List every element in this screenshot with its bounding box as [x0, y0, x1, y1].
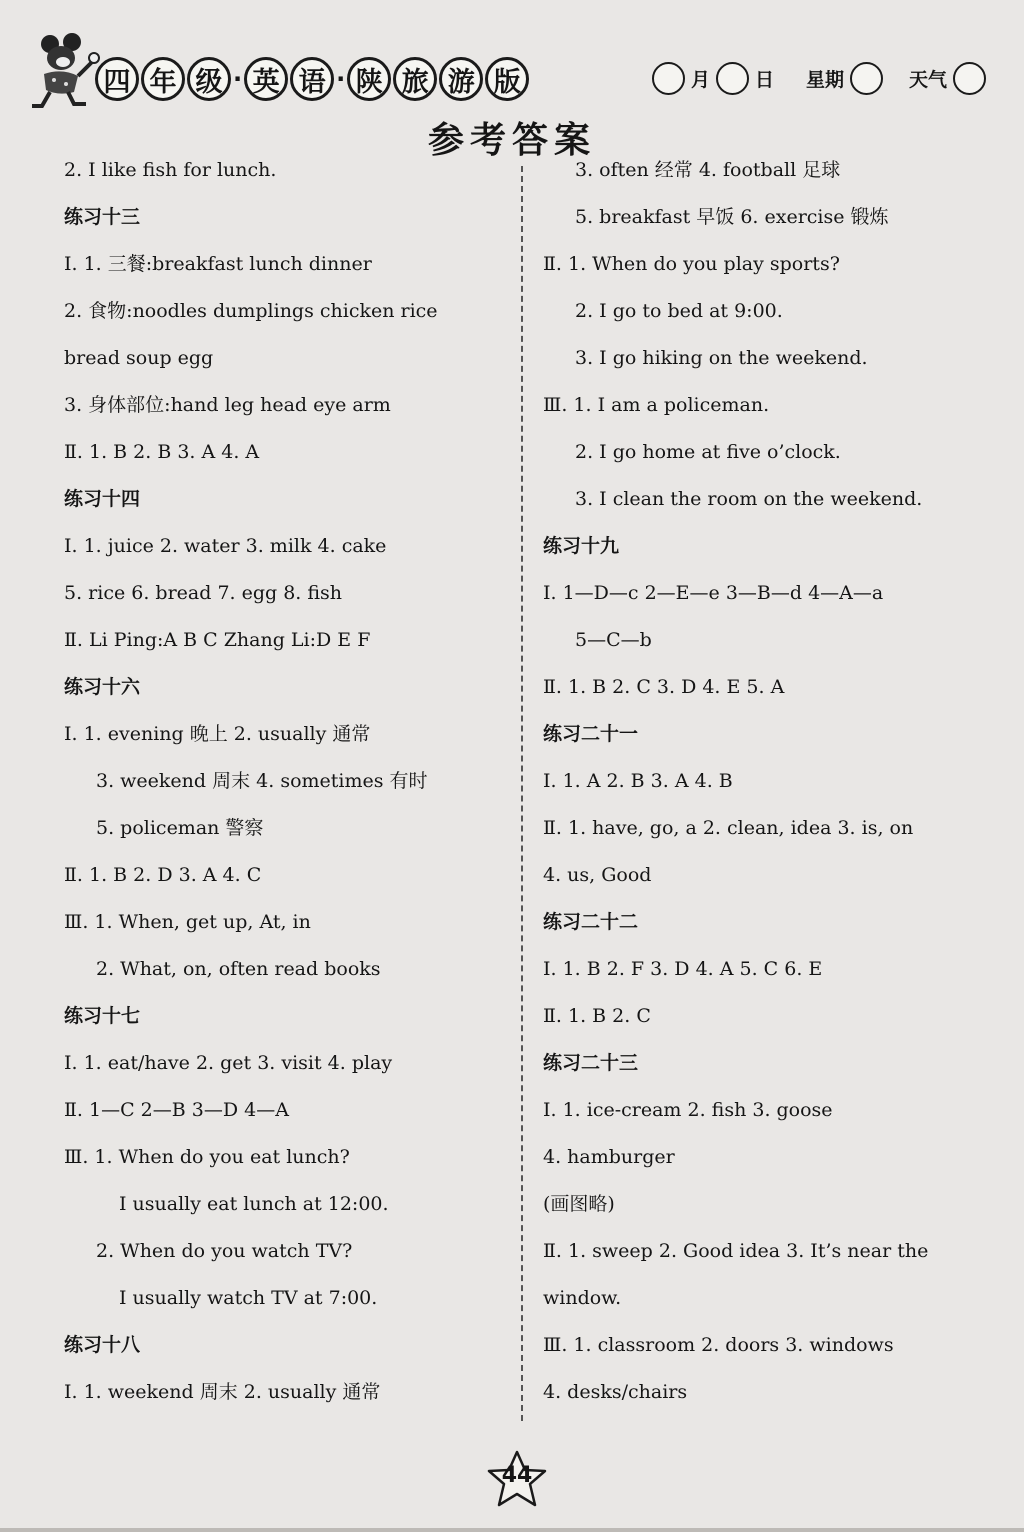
answer-line: Ⅱ. 1. B 2. C: [543, 1005, 651, 1027]
answer-line: Ⅰ. 1. ice-cream 2. fish 3. goose: [543, 1099, 833, 1121]
answer-line: Ⅱ. 1. B 2. C 3. D 4. E 5. A: [543, 676, 785, 698]
section-heading: 练习十三: [64, 206, 141, 228]
title-char: 旅: [393, 57, 437, 101]
title-char: 年: [141, 57, 185, 101]
title-char: 语: [290, 57, 334, 101]
answer-line: 2. 食物:noodles dumplings chicken rice: [64, 300, 438, 322]
answer-line: Ⅲ. 1. When, get up, At, in: [64, 911, 311, 933]
date-weather-row: [652, 62, 986, 95]
answer-line: Ⅰ. 1. weekend 周末 2. usually 通常: [64, 1381, 381, 1403]
section-heading: 练习十九: [543, 535, 620, 557]
month-blank[interactable]: [652, 62, 685, 95]
page-number-badge: [486, 1450, 548, 1508]
answer-line: 3. 身体部位:hand leg head eye arm: [64, 394, 391, 416]
answer-line: Ⅲ. 1. I am a policeman.: [543, 394, 770, 416]
weather-label: 天气: [909, 69, 948, 91]
answer-line: Ⅱ. 1. B 2. B 3. A 4. A: [64, 441, 260, 463]
title-char: 英: [244, 57, 288, 101]
weekday-blank[interactable]: [850, 62, 883, 95]
answer-line: 4. desks/chairs: [543, 1381, 688, 1403]
title-char: 级: [187, 57, 231, 101]
month-label: 月: [691, 69, 711, 91]
section-heading: 练习十八: [64, 1334, 141, 1356]
day-label: 日: [755, 69, 775, 91]
answer-line: I usually eat lunch at 12:00.: [119, 1193, 389, 1215]
answer-line: Ⅱ. 1. have, go, a 2. clean, idea 3. is, on: [543, 817, 914, 839]
answer-line: Ⅰ. 1. juice 2. water 3. milk 4. cake: [64, 535, 387, 557]
page-bottom-edge: [0, 1528, 1024, 1532]
answer-line: Ⅰ. 1—D—c 2—E—e 3—B—d 4—A—a: [543, 582, 884, 604]
answer-line: Ⅰ. 1. A 2. B 3. A 4. B: [543, 770, 733, 792]
section-heading: 练习十四: [64, 488, 141, 510]
answer-line: 3. often 经常 4. football 足球: [575, 159, 841, 181]
section-heading: 练习十七: [64, 1005, 141, 1027]
answer-line: Ⅱ. 1. B 2. D 3. A 4. C: [64, 864, 262, 886]
title-char: 陕: [347, 57, 391, 101]
answer-line: (画图略): [543, 1193, 615, 1215]
bleed-through-text: [0, 0, 1, 1]
answer-line: Ⅰ. 1. B 2. F 3. D 4. A 5. C 6. E: [543, 958, 823, 980]
answer-line: 5. breakfast 早饭 6. exercise 锻炼: [575, 206, 889, 228]
answer-line: Ⅰ. 1. evening 晚上 2. usually 通常: [64, 723, 371, 745]
answer-line: Ⅰ. 1. eat/have 2. get 3. visit 4. play: [64, 1052, 393, 1074]
answer-line: I usually watch TV at 7:00.: [119, 1287, 378, 1309]
answer-line: Ⅱ. 1—C 2—B 3—D 4—A: [64, 1099, 289, 1121]
weather-blank[interactable]: [953, 62, 986, 95]
answer-line: 2. I like fish for lunch.: [64, 159, 277, 181]
answer-line: Ⅰ. 1. 三餐:breakfast lunch dinner: [64, 253, 372, 275]
answer-line: bread soup egg: [64, 347, 214, 369]
weekday-label: 星期: [806, 69, 845, 91]
answer-line: 2. I go home at five o’clock.: [575, 441, 841, 463]
page-title: 参考答案: [427, 120, 596, 161]
title-char: 四: [95, 57, 139, 101]
answer-line: 5. policeman 警察: [96, 817, 264, 839]
title-separator: ·: [233, 65, 243, 93]
section-heading: 练习十六: [64, 676, 141, 698]
answer-line: 2. I go to bed at 9:00.: [575, 300, 783, 322]
answer-line: 3. weekend 周末 4. sometimes 有时: [96, 770, 428, 792]
answer-line: Ⅱ. 1. When do you play sports?: [543, 253, 840, 275]
day-blank[interactable]: [716, 62, 749, 95]
title-separator: ·: [336, 65, 346, 93]
page-number: 44: [501, 1463, 533, 1488]
answer-line: 5. rice 6. bread 7. egg 8. fish: [64, 582, 343, 604]
answer-line: window.: [543, 1287, 622, 1309]
answer-line: Ⅱ. Li Ping:A B C Zhang Li:D E F: [64, 629, 371, 651]
grade-subject-banner: [95, 54, 529, 104]
section-heading: 练习二十二: [543, 911, 639, 933]
answer-line: 3. I clean the room on the weekend.: [575, 488, 923, 510]
column-divider: [521, 166, 523, 1421]
section-heading: 练习二十三: [543, 1052, 639, 1074]
answer-line: 2. When do you watch TV?: [96, 1240, 353, 1262]
answer-line: Ⅲ. 1. When do you eat lunch?: [64, 1146, 350, 1168]
answer-line: 4. hamburger: [543, 1146, 675, 1168]
mascot-illustration: [28, 30, 100, 110]
title-char: 版: [485, 57, 529, 101]
answer-line: Ⅲ. 1. classroom 2. doors 3. windows: [543, 1334, 894, 1356]
answer-line: Ⅱ. 1. sweep 2. Good idea 3. It’s near the: [543, 1240, 929, 1262]
section-heading: 练习二十一: [543, 723, 639, 745]
title-char: 游: [439, 57, 483, 101]
answer-line: 5—C—b: [575, 629, 652, 651]
answer-line: 3. I go hiking on the weekend.: [575, 347, 868, 369]
answer-line: 2. What, on, often read books: [96, 958, 381, 980]
answer-line: 4. us, Good: [543, 864, 652, 886]
